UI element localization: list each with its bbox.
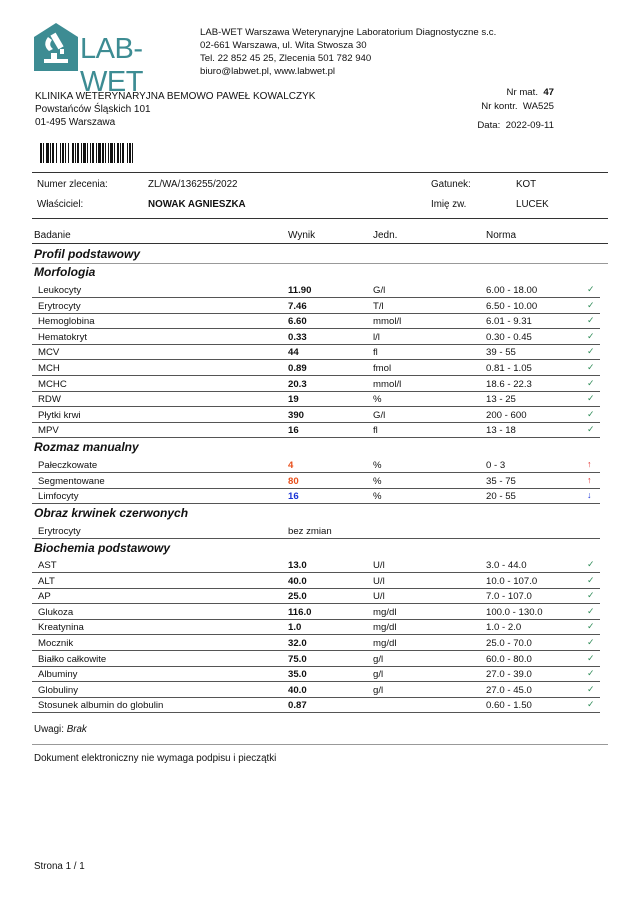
- result-flag-icon: ✓: [587, 652, 595, 663]
- result-value: 80: [288, 475, 299, 487]
- barcode-bar: [132, 143, 133, 163]
- barcode-bar: [43, 143, 44, 163]
- remarks-value: Brak: [66, 724, 87, 735]
- table-row: [32, 330, 600, 345]
- result-name: AP: [38, 591, 51, 603]
- result-value: 19: [288, 394, 299, 406]
- result-flag-icon: ✓: [587, 315, 595, 326]
- order-number-label: Numer zlecenia:: [37, 179, 108, 190]
- result-unit: g/l: [373, 669, 384, 681]
- result-norm: 6.00 - 18.00: [486, 285, 538, 296]
- section-profile: Profil podstawowy: [34, 247, 141, 261]
- table-row: [32, 458, 600, 473]
- microscope-logo-icon: [34, 23, 78, 71]
- result-unit: fl: [373, 347, 378, 359]
- result-unit: g/l: [373, 684, 384, 696]
- result-name: Hematokryt: [38, 331, 88, 343]
- result-flag-icon: ✓: [587, 330, 595, 341]
- result-value: 7.46: [288, 300, 307, 312]
- result-value: 4: [288, 460, 294, 471]
- barcode-bar: [46, 143, 49, 163]
- barcode-bar: [114, 143, 115, 163]
- table-row: [32, 524, 600, 539]
- result-value: 390: [288, 409, 305, 421]
- result-unit: U/l: [373, 575, 385, 587]
- result-value: 75.0: [288, 653, 307, 665]
- result-value: bez zmian: [288, 526, 332, 537]
- pet-name-value: LUCEK: [516, 199, 549, 210]
- table-row: [32, 392, 600, 407]
- barcode-bar: [75, 143, 76, 163]
- result-norm: 13 - 25: [486, 394, 516, 406]
- barcode-bar: [65, 143, 66, 163]
- result-name: MCH: [38, 363, 60, 374]
- result-unit: g/l: [373, 653, 384, 665]
- result-name: RDW: [38, 394, 61, 406]
- date-row: [477, 119, 554, 133]
- clinic-name: KLINIKA WETERYNARYJNA BEMOWO PAWEŁ KOWALCZYK: [35, 91, 316, 102]
- section-morfologia: Morfologia: [34, 265, 96, 279]
- barcode-bar: [72, 143, 74, 163]
- result-norm: 0 - 3: [486, 460, 506, 471]
- result-norm: 6.50 - 10.00: [486, 300, 538, 312]
- barcode-bar: [102, 143, 104, 163]
- result-unit: mg/dl: [373, 638, 397, 649]
- divider: [32, 263, 608, 264]
- result-flag-icon: ↑: [587, 459, 592, 469]
- lab-address: [200, 26, 496, 78]
- barcode-bar: [60, 143, 61, 163]
- result-unit: l/l: [373, 331, 380, 343]
- result-norm: 0.81 - 1.05: [486, 363, 532, 374]
- result-name: MCV: [38, 347, 60, 359]
- result-norm: 100.0 - 130.0: [486, 606, 543, 618]
- barcode-bar: [122, 143, 124, 163]
- result-value: 25.0: [288, 591, 307, 603]
- result-norm: 13 - 18: [486, 425, 516, 437]
- table-row: [32, 361, 600, 376]
- table-row: [32, 314, 600, 329]
- result-value: 0.33: [288, 331, 307, 343]
- result-norm: 20 - 55: [486, 491, 516, 503]
- result-name: Hemoglobina: [38, 316, 95, 328]
- result-norm: 6.01 - 9.31: [486, 316, 532, 328]
- result-name: Leukocyty: [38, 285, 82, 296]
- result-unit: fl: [373, 425, 378, 437]
- result-value: 40.0: [288, 575, 307, 587]
- result-value: 16: [288, 491, 299, 503]
- result-value: 35.0: [288, 669, 307, 681]
- column-header-result: Wynik: [288, 230, 316, 241]
- barcode-bar: [129, 143, 131, 163]
- barcode-bar: [83, 143, 86, 163]
- column-header-unit: Jedn.: [373, 230, 398, 241]
- result-name: Albuminy: [38, 669, 78, 681]
- table-row: [32, 683, 600, 698]
- result-value: 32.0: [288, 638, 307, 649]
- barcode-bar: [120, 143, 121, 163]
- barcode-bar: [56, 143, 57, 163]
- result-name: ALT: [38, 575, 55, 587]
- result-name: Glukoza: [38, 606, 74, 618]
- clinic-address: [35, 90, 315, 129]
- divider: [32, 218, 608, 219]
- result-unit: fmol: [373, 363, 392, 374]
- divider: [32, 172, 608, 173]
- result-value: 11.90: [288, 285, 312, 296]
- result-value: 44: [288, 347, 299, 359]
- result-flag-icon: ✓: [587, 377, 595, 388]
- result-flag-icon: ✓: [587, 393, 595, 404]
- section-biochemia: Biochemia podstawowy: [34, 541, 171, 555]
- table-row: [32, 299, 600, 314]
- table-row: [32, 605, 600, 620]
- result-unit: mg/dl: [373, 622, 397, 634]
- result-name: MCHC: [38, 378, 67, 390]
- column-header-test: Badanie: [34, 230, 71, 241]
- result-norm: 1.0 - 2.0: [486, 622, 522, 634]
- nr-mat-label: Nr mat.: [506, 87, 538, 98]
- result-flag-icon: ✓: [587, 574, 595, 585]
- table-row: [32, 667, 600, 682]
- result-flag-icon: ↑: [587, 474, 592, 485]
- result-norm: 27.0 - 45.0: [486, 684, 532, 696]
- date-label: Data:: [477, 120, 501, 131]
- result-value: 20.3: [288, 378, 307, 390]
- table-row: [32, 636, 600, 651]
- result-name: Mocznik: [38, 638, 74, 649]
- barcode-bar: [108, 143, 109, 163]
- barcode-bar: [98, 143, 101, 163]
- table-row: [32, 283, 600, 298]
- result-name: Stosunek albumin do globulin: [38, 700, 164, 712]
- result-norm: 25.0 - 70.0: [486, 638, 532, 649]
- result-value: 40.0: [288, 684, 307, 696]
- table-row: [32, 377, 600, 392]
- nr-kontr-row: [477, 100, 554, 114]
- clinic-street: Powstańców Śląskich 101: [35, 104, 151, 115]
- table-row: [32, 620, 600, 635]
- result-value: 0.89: [288, 363, 307, 374]
- result-unit: %: [373, 394, 382, 406]
- footer-note: Dokument elektroniczny nie wymaga podpisu i pieczątki: [34, 753, 277, 764]
- table-row: [32, 574, 600, 589]
- nr-mat-row: [477, 86, 554, 100]
- result-norm: 27.0 - 39.0: [486, 669, 532, 681]
- barcode-bar: [127, 143, 128, 163]
- divider: [32, 744, 608, 745]
- result-flag-icon: ✓: [587, 424, 595, 435]
- result-value: 16: [288, 425, 299, 437]
- result-name: Globuliny: [38, 684, 78, 696]
- result-flag-icon: ✓: [587, 605, 595, 616]
- result-name: Erytrocyty: [38, 526, 81, 537]
- result-unit: mg/dl: [373, 606, 397, 618]
- lab-name: LAB-WET Warszawa Weterynaryjne Laboratorium Diagnostyczne s.c.: [200, 27, 497, 38]
- owner-label: Właściciel:: [37, 199, 84, 210]
- result-norm: 3.0 - 44.0: [486, 560, 527, 571]
- brand-text: LAB-WET: [80, 33, 143, 98]
- result-flag-icon: ✓: [587, 637, 595, 647]
- column-header-norm: Norma: [486, 230, 517, 241]
- barcode-bar: [62, 143, 64, 163]
- barcode-bar: [40, 143, 42, 163]
- result-norm: 18.6 - 22.3: [486, 378, 532, 390]
- result-name: AST: [38, 560, 57, 571]
- barcode-bar: [77, 143, 79, 163]
- result-flag-icon: ✓: [587, 668, 595, 679]
- owner-value: NOWAK AGNIESZKA: [148, 199, 246, 210]
- date-value: 2022-09-11: [505, 120, 554, 131]
- result-norm: 7.0 - 107.0: [486, 591, 532, 603]
- nr-kontr-label: Nr kontr.: [481, 101, 518, 112]
- pet-name-label: Imię zw.: [431, 199, 467, 210]
- table-row: [32, 345, 600, 360]
- result-unit: mmol/l: [373, 378, 402, 390]
- clinic-city: 01-495 Warszawa: [35, 117, 116, 128]
- barcode-bar: [50, 143, 51, 163]
- result-value: 13.0: [288, 560, 307, 571]
- remarks-label: Uwagi:: [34, 724, 64, 735]
- table-row: [32, 698, 600, 713]
- result-unit: G/l: [373, 409, 386, 421]
- section-obraz: Obraz krwinek czerwonych: [34, 506, 189, 520]
- page-number: Strona 1 / 1: [34, 861, 85, 872]
- table-row: [32, 489, 600, 504]
- result-unit: %: [373, 475, 382, 487]
- section-rozmaz: Rozmaz manualny: [34, 440, 139, 454]
- result-value: 1.0: [288, 622, 302, 634]
- table-row: [32, 652, 600, 667]
- barcode-bar: [68, 143, 69, 163]
- result-name: Kreatynina: [38, 622, 84, 634]
- table-row: [32, 408, 600, 423]
- result-flag-icon: ↓: [587, 490, 592, 501]
- result-norm: 0.60 - 1.50: [486, 700, 532, 712]
- remarks: [34, 724, 87, 735]
- result-norm: 39 - 55: [486, 347, 516, 359]
- barcode-bar: [105, 143, 106, 163]
- nr-kontr-value: WA525: [522, 101, 554, 112]
- barcode-bar: [81, 143, 82, 163]
- result-value: 116.0: [288, 606, 312, 618]
- result-flag-icon: ✓: [587, 590, 595, 601]
- result-unit: U/l: [373, 591, 385, 603]
- barcode-bar: [90, 143, 91, 163]
- table-row: [32, 423, 600, 438]
- barcode-bar: [110, 143, 113, 163]
- result-name: Erytrocyty: [38, 300, 81, 312]
- result-flag-icon: ✓: [587, 683, 595, 694]
- result-flag-icon: ✓: [587, 559, 595, 569]
- sample-meta: [477, 86, 554, 133]
- result-name: Limfocyty: [38, 491, 79, 503]
- result-flag-icon: ✓: [587, 408, 595, 419]
- result-unit: U/l: [373, 560, 385, 571]
- table-row: [32, 589, 600, 604]
- result-value: 6.60: [288, 316, 307, 328]
- lab-contact-link[interactable]: biuro@labwet.pl, www.labwet.pl: [200, 66, 336, 77]
- result-name: Pałeczkowate: [38, 460, 98, 471]
- result-name: Płytki krwi: [38, 409, 81, 421]
- barcode-bar: [87, 143, 88, 163]
- result-norm: 35 - 75: [486, 475, 516, 487]
- lab-phone: Tel. 22 852 45 25, Zlecenia 501 782 940: [200, 53, 372, 64]
- result-norm: 0.30 - 0.45: [486, 331, 532, 343]
- result-flag-icon: ✓: [587, 284, 595, 294]
- result-norm: 200 - 600: [486, 409, 527, 421]
- barcode-bar: [52, 143, 54, 163]
- result-name: MPV: [38, 425, 59, 437]
- order-number-value: ZL/WA/136255/2022: [148, 179, 238, 190]
- result-flag-icon: ✓: [587, 621, 595, 632]
- result-unit: %: [373, 491, 382, 503]
- result-unit: %: [373, 460, 382, 471]
- result-name: Segmentowane: [38, 475, 105, 487]
- result-flag-icon: ✓: [587, 346, 595, 357]
- result-flag-icon: ✓: [587, 699, 595, 710]
- table-row: [32, 558, 600, 573]
- result-unit: T/l: [373, 300, 384, 312]
- result-flag-icon: ✓: [587, 299, 595, 310]
- divider: [32, 243, 608, 244]
- nr-mat-value: 47: [543, 87, 554, 98]
- result-norm: 10.0 - 107.0: [486, 575, 538, 587]
- result-norm: 60.0 - 80.0: [486, 653, 532, 665]
- result-value: 0.87: [288, 700, 307, 712]
- result-unit: G/l: [373, 285, 386, 296]
- species-value: KOT: [516, 179, 537, 190]
- result-name: Białko całkowite: [38, 653, 107, 665]
- result-flag-icon: ✓: [587, 362, 595, 372]
- barcode: [40, 143, 173, 163]
- barcode-bar: [96, 143, 97, 163]
- barcode-bar: [92, 143, 94, 163]
- barcode-bar: [117, 143, 119, 163]
- result-unit: mmol/l: [373, 316, 402, 328]
- species-label: Gatunek:: [431, 179, 471, 190]
- lab-street: 02-661 Warszawa, ul. Wita Stwosza 30: [200, 40, 367, 51]
- lab-logo: [34, 23, 184, 98]
- table-row: [32, 474, 600, 489]
